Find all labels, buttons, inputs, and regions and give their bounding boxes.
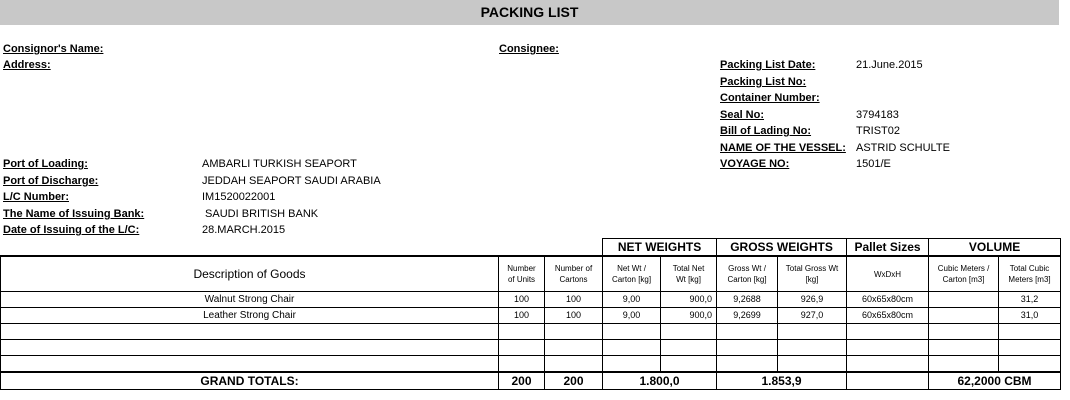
row-units: 100: [499, 292, 545, 308]
row-net-per: 9,00: [603, 308, 661, 324]
lc-number-value: IM1520022001: [202, 191, 276, 203]
row-description: Walnut Strong Chair: [1, 292, 499, 308]
grand-totals-row: [1, 372, 1061, 390]
seal-no-label: Seal No:: [720, 109, 765, 121]
total-net-weight: 1.800,0: [603, 372, 717, 390]
row-gross-per: 9,2699: [717, 308, 778, 324]
row-net-total: 900,0: [661, 292, 717, 308]
seal-no-value: 3794183: [856, 109, 899, 121]
row-gross-total: 926,9: [778, 292, 847, 308]
row-cubic-total: 31,0: [999, 308, 1061, 324]
consignor-address-label: Address:: [3, 59, 51, 71]
empty-row: [1, 324, 1061, 340]
port-of-discharge-label: Port of Discharge:: [3, 175, 99, 187]
row-net-total: 900,0: [661, 308, 717, 324]
units-header: Number of Units: [499, 256, 545, 292]
row-cubic-per: [929, 292, 999, 308]
gross-weights-header: GROSS WEIGHTS: [717, 239, 847, 257]
row-gross-per: 9,2688: [717, 292, 778, 308]
packing-list-date-label: Packing List Date:: [720, 59, 816, 71]
vessel-name-label: NAME OF THE VESSEL:: [720, 142, 846, 154]
document-title: PACKING LIST: [0, 0, 1059, 25]
row-pallet: 60x65x80cm: [847, 292, 929, 308]
port-of-loading-label: Port of Loading:: [3, 158, 88, 170]
total-cartons: 200: [545, 372, 603, 390]
issuing-bank-label: The Name of Issuing Bank:: [3, 208, 145, 220]
gross-per-carton-header: Gross Wt / Carton [kg]: [717, 256, 778, 292]
consignee-label: Consignee:: [499, 43, 559, 55]
bill-of-lading-label: Bill of Lading No:: [720, 125, 812, 137]
net-per-carton-header: Net Wt / Carton [kg]: [603, 256, 661, 292]
row-net-per: 9,00: [603, 292, 661, 308]
vessel-name-value: ASTRID SCHULTE: [856, 142, 950, 154]
row-units: 100: [499, 308, 545, 324]
row-description: Leather Strong Chair: [1, 308, 499, 324]
empty-row: [1, 356, 1061, 373]
lc-issue-date-value: 28.MARCH.2015: [202, 224, 286, 236]
description-header: Description of Goods: [1, 256, 499, 292]
cubic-per-carton-header: Cubic Meters / Carton [m3]: [929, 256, 999, 292]
empty-row: [1, 340, 1061, 356]
table-row: [1, 292, 1061, 308]
table-row: [1, 308, 1061, 324]
voyage-no-value: 1501/E: [856, 158, 891, 170]
port-of-loading-value: AMBARLI TURKISH SEAPORT: [202, 158, 357, 170]
total-units: 200: [499, 372, 545, 390]
lc-issue-date-label: Date of Issuing of the L/C:: [3, 224, 140, 236]
grand-totals-label: GRAND TOTALS:: [1, 372, 499, 390]
lc-number-label: L/C Number:: [3, 191, 69, 203]
container-number-label: Container Number:: [720, 92, 820, 104]
packing-list-date-value: 21.June.2015: [856, 59, 923, 71]
total-cubic-header: Total Cubic Meters [m3]: [999, 256, 1061, 292]
total-pallet: [847, 372, 929, 390]
goods-table: [0, 238, 1061, 390]
total-gross-weight: 1.853,9: [717, 372, 847, 390]
pallet-dimensions-header: WxDxH: [847, 256, 929, 292]
net-weights-header: NET WEIGHTS: [603, 239, 717, 257]
group-header-spacer: [1, 239, 603, 257]
row-cubic-total: 31,2: [999, 292, 1061, 308]
group-header-row: [1, 239, 1061, 257]
total-gross-header: Total Gross Wt [kg]: [778, 256, 847, 292]
row-cartons: 100: [545, 308, 603, 324]
row-cartons: 100: [545, 292, 603, 308]
volume-header: VOLUME: [929, 239, 1061, 257]
issuing-bank-value: SAUDI BRITISH BANK: [202, 208, 319, 220]
packing-list-no-label: Packing List No:: [720, 76, 807, 88]
cartons-header: Number of Cartons: [545, 256, 603, 292]
row-pallet: 60x65x80cm: [847, 308, 929, 324]
total-net-header: Total Net Wt [kg]: [661, 256, 717, 292]
voyage-no-label: VOYAGE NO:: [720, 158, 790, 170]
total-volume: 62,2000 CBM: [929, 372, 1061, 390]
port-of-discharge-value: JEDDAH SEAPORT SAUDI ARABIA: [202, 175, 381, 187]
row-cubic-per: [929, 308, 999, 324]
row-gross-total: 927,0: [778, 308, 847, 324]
bill-of-lading-value: TRIST02: [856, 125, 901, 137]
pallet-sizes-header: Pallet Sizes: [847, 239, 929, 257]
consignor-name-label: Consignor's Name:: [3, 43, 104, 55]
column-header-row: [1, 256, 1061, 292]
